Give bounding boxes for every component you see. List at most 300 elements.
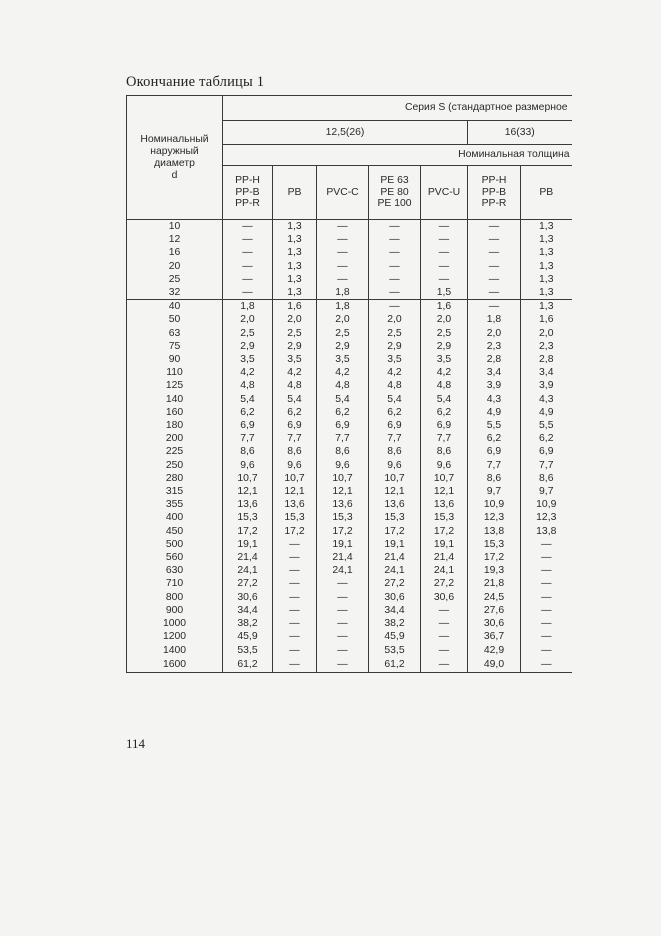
thickness-cell: 1,3 [521,233,572,246]
table-row [127,538,572,551]
thickness-cell: 2,0 [468,327,521,340]
thickness-cell: 2,8 [468,353,521,366]
thickness-cell: 15,3 [369,511,421,524]
thickness-cell: 10,9 [521,498,572,511]
thickness-cell: — [273,617,317,630]
diameter-cell: 630 [127,564,223,577]
material-label: PE 100 [377,198,412,210]
thickness-cell: 1,3 [521,220,572,234]
thickness-cell: — [369,300,421,314]
thickness-cell: — [369,273,421,286]
thickness-cell: 19,3 [468,564,521,577]
table-row [127,498,572,511]
diameter-cell: 710 [127,577,223,590]
diameter-cell: 180 [127,419,223,432]
thickness-cell: 2,0 [421,313,468,326]
thickness-cell: 12,1 [369,485,421,498]
thickness-cell: 9,7 [468,485,521,498]
thickness-cell: 9,7 [521,485,572,498]
diameter-cell: 800 [127,591,223,604]
thickness-cell: 15,3 [223,511,273,524]
thickness-cell: 5,4 [369,393,421,406]
thickness-cell: 3,5 [273,353,317,366]
thickness-cell: 10,9 [468,498,521,511]
thickness-cell: — [273,564,317,577]
row-header-line: наружный [150,145,199,157]
thickness-cell: — [421,644,468,657]
thickness-cell: 6,9 [421,419,468,432]
thickness-cell: — [273,657,317,673]
thickness-cell: 1,8 [317,300,369,314]
diameter-cell: 50 [127,313,223,326]
thickness-cell: 6,9 [369,419,421,432]
thickness-cell: 8,6 [369,445,421,458]
thickness-cell: 2,0 [223,313,273,326]
diameter-cell: 40 [127,300,223,314]
table-row [127,313,572,326]
thickness-cell: 6,9 [223,419,273,432]
table-row [127,327,572,340]
diameter-cell: 20 [127,260,223,273]
thickness-cell: 24,1 [317,564,369,577]
thickness-cell: 6,2 [317,406,369,419]
thickness-cell: — [421,233,468,246]
thickness-cell: 13,6 [421,498,468,511]
material-label: PP-B [481,186,507,198]
table-row [127,379,572,392]
thickness-cell: 2,0 [273,313,317,326]
thickness-cell: 2,9 [369,340,421,353]
thickness-cell: 8,6 [421,445,468,458]
thickness-cell: 8,6 [521,472,572,485]
thickness-cell: — [369,246,421,259]
thickness-cell: 5,4 [317,393,369,406]
thickness-cell: 7,7 [421,432,468,445]
thickness-cell: 61,2 [223,657,273,673]
thickness-cell: 4,9 [468,406,521,419]
thickness-cell: 4,8 [273,379,317,392]
thickness-cell: — [521,591,572,604]
thickness-cell: 3,9 [521,379,572,392]
table-row [127,644,572,657]
thickness-cell: 9,6 [421,459,468,472]
diameter-cell: 560 [127,551,223,564]
thickness-cell: 27,2 [421,577,468,590]
thickness-cell: 13,8 [468,525,521,538]
thickness-cell: 45,9 [223,630,273,643]
thickness-cell: 9,6 [273,459,317,472]
thickness-cell: 19,1 [317,538,369,551]
thickness-cell: 1,3 [521,286,572,300]
group-header-2: 16(33) [468,121,572,145]
row-header-line: диаметр [154,157,195,169]
thickness-cell: 34,4 [223,604,273,617]
diameter-cell: 450 [127,525,223,538]
thickness-cell: 1,6 [273,300,317,314]
thickness-cell: — [468,300,521,314]
thickness-cell: — [273,604,317,617]
thickness-cell: 27,6 [468,604,521,617]
thickness-cell: 12,1 [223,485,273,498]
diameter-cell: 32 [127,286,223,300]
thickness-cell: — [369,260,421,273]
thickness-cell: — [223,246,273,259]
thickness-cell: — [521,564,572,577]
thickness-cell: — [521,630,572,643]
column-header-pvc-c [317,166,369,220]
table-row [127,406,572,419]
table-row [127,353,572,366]
thickness-cell: 17,2 [317,525,369,538]
thickness-cell: 8,6 [223,445,273,458]
thickness-cell: 49,0 [468,657,521,673]
thickness-cell: 5,5 [521,419,572,432]
thickness-cell: 4,2 [317,366,369,379]
thickness-cell: — [421,246,468,259]
thickness-cell: 2,9 [273,340,317,353]
table-row [127,340,572,353]
thickness-cell: 3,9 [468,379,521,392]
thickness-cell: 3,4 [521,366,572,379]
thickness-cell: 4,8 [317,379,369,392]
thickness-cell: 9,6 [369,459,421,472]
series-header: Серия S (стандартное размерное [223,96,572,121]
thickness-cell: 9,6 [317,459,369,472]
thickness-cell: 45,9 [369,630,421,643]
nominal-thickness-header: Номинальная толщина [223,145,572,166]
thickness-cell: — [521,577,572,590]
thickness-cell: 6,9 [273,419,317,432]
thickness-cell: — [468,273,521,286]
thickness-cell: 1,3 [521,246,572,259]
thickness-cell: 2,3 [521,340,572,353]
thickness-cell: — [223,260,273,273]
thickness-cell: 3,5 [223,353,273,366]
thickness-cell: 17,2 [273,525,317,538]
thickness-cell: 10,7 [223,472,273,485]
thickness-cell: 21,4 [317,551,369,564]
thickness-cell: 12,1 [317,485,369,498]
thickness-cell: 7,7 [369,432,421,445]
page-number: 114 [126,736,146,751]
thickness-cell: — [468,246,521,259]
thickness-cell: — [317,260,369,273]
thickness-cell: 2,5 [421,327,468,340]
thickness-cell: 38,2 [223,617,273,630]
thickness-cell: 15,3 [273,511,317,524]
thickness-cell: 21,4 [421,551,468,564]
thickness-cell: 19,1 [421,538,468,551]
diameter-cell: 75 [127,340,223,353]
thickness-cell: 2,0 [317,313,369,326]
thickness-cell: 24,5 [468,591,521,604]
table-row [127,246,572,259]
thickness-cell: 53,5 [369,644,421,657]
nominal-diameter-header [127,96,223,220]
diameter-cell: 1000 [127,617,223,630]
diameter-cell: 12 [127,233,223,246]
material-label: PP-R [481,198,507,210]
table-row [127,511,572,524]
material-label: PP-R [235,198,260,210]
table-row [127,393,572,406]
thickness-cell: — [317,273,369,286]
thickness-cell: 3,5 [369,353,421,366]
diameter-cell: 1200 [127,630,223,643]
thickness-cell: 24,1 [421,564,468,577]
thickness-cell: 21,4 [223,551,273,564]
thickness-cell: — [521,644,572,657]
thickness-cell: 13,6 [317,498,369,511]
thickness-cell: 7,7 [273,432,317,445]
thickness-cell: — [369,233,421,246]
thickness-cell: 4,3 [468,393,521,406]
table-row [127,485,572,498]
table-row [127,300,572,314]
thickness-cell: 13,6 [223,498,273,511]
thickness-cell: — [421,617,468,630]
thickness-cell: 10,7 [369,472,421,485]
thickness-cell: 27,2 [369,577,421,590]
thickness-cell: 2,5 [273,327,317,340]
table-row [127,617,572,630]
thickness-cell: 1,8 [317,286,369,300]
thickness-cell: 5,4 [273,393,317,406]
thickness-cell: 5,4 [223,393,273,406]
material-label: PP-H [235,175,260,187]
thickness-cell: 7,7 [468,459,521,472]
thickness-cell: — [317,233,369,246]
thickness-cell: — [369,220,421,234]
thickness-cell: — [421,260,468,273]
thickness-cell: 2,0 [369,313,421,326]
thickness-cell: 27,2 [223,577,273,590]
thickness-cell: 6,2 [223,406,273,419]
thickness-cell: 21,4 [369,551,421,564]
table-row [127,459,572,472]
thickness-cell: 6,9 [317,419,369,432]
thickness-cell: 30,6 [421,591,468,604]
thickness-cell: 1,3 [273,273,317,286]
thickness-cell: 5,4 [421,393,468,406]
thickness-cell: 13,6 [369,498,421,511]
thickness-cell: — [223,233,273,246]
table-row [127,630,572,643]
table-row [127,366,572,379]
thickness-cell: 2,3 [468,340,521,353]
thickness-cell: — [317,617,369,630]
column-header-pb-2 [521,166,572,220]
thickness-cell: 34,4 [369,604,421,617]
thickness-cell: 1,3 [521,260,572,273]
thickness-cell: 8,6 [273,445,317,458]
table-body [127,220,572,673]
thickness-cell: 30,6 [223,591,273,604]
diameter-cell: 900 [127,604,223,617]
thickness-cell: 4,2 [421,366,468,379]
thickness-cell: 1,3 [521,273,572,286]
table-row [127,273,572,286]
thickness-cell: 4,3 [521,393,572,406]
thickness-cell: 19,1 [369,538,421,551]
thickness-cell: 15,3 [468,538,521,551]
thickness-cell: 12,3 [468,511,521,524]
thickness-cell: 2,0 [521,327,572,340]
diameter-cell: 10 [127,220,223,234]
thickness-cell: — [317,591,369,604]
thickness-cell: 8,6 [317,445,369,458]
diameter-cell: 125 [127,379,223,392]
thickness-cell: 7,7 [521,459,572,472]
thickness-cell: 1,5 [421,286,468,300]
thickness-cell: 21,8 [468,577,521,590]
thickness-cell: 9,6 [223,459,273,472]
thickness-cell: 30,6 [369,591,421,604]
thickness-cell: 42,9 [468,644,521,657]
diameter-cell: 315 [127,485,223,498]
table-row [127,260,572,273]
thickness-cell: 3,5 [421,353,468,366]
thickness-cell: — [468,286,521,300]
material-label: PE 80 [380,186,409,198]
thickness-cell: — [521,657,572,673]
thickness-cell: — [421,273,468,286]
thickness-cell: 12,3 [521,511,572,524]
table-row [127,577,572,590]
thickness-cell: 19,1 [223,538,273,551]
thickness-cell: — [421,220,468,234]
thickness-cell: 6,9 [521,445,572,458]
thickness-cell: 1,3 [273,233,317,246]
thickness-cell: 36,7 [468,630,521,643]
material-label: PB [539,186,554,198]
material-label: PP-H [481,175,507,187]
thickness-cell: 6,2 [468,432,521,445]
thickness-cell: — [273,644,317,657]
thickness-cell: 4,8 [421,379,468,392]
thickness-cell: 2,9 [421,340,468,353]
row-header-line: Номинальный [140,133,209,145]
thickness-cell: 10,7 [317,472,369,485]
thickness-cell: — [273,591,317,604]
table-caption: Окончание таблицы 1 [126,74,265,90]
material-label: PP-B [235,186,260,198]
thickness-cell: 4,2 [369,366,421,379]
thickness-cell: — [421,630,468,643]
thickness-cell: — [317,630,369,643]
thickness-cell: 15,3 [421,511,468,524]
thickness-cell: 30,6 [468,617,521,630]
diameter-cell: 225 [127,445,223,458]
thickness-cell: 7,7 [223,432,273,445]
table-row [127,525,572,538]
thickness-cell: 4,9 [521,406,572,419]
thickness-cell: 61,2 [369,657,421,673]
diameter-cell: 16 [127,246,223,259]
thickness-cell: 13,6 [273,498,317,511]
thickness-cell: 3,5 [317,353,369,366]
diameter-cell: 280 [127,472,223,485]
thickness-cell: 24,1 [223,564,273,577]
diameter-cell: 25 [127,273,223,286]
column-header-pe [369,166,421,220]
table-row [127,604,572,617]
thickness-cell: 13,8 [521,525,572,538]
table-row [127,445,572,458]
thickness-cell: — [521,604,572,617]
diameter-cell: 200 [127,432,223,445]
diameter-cell: 90 [127,353,223,366]
thickness-cell: 5,5 [468,419,521,432]
material-label: PVC-U [427,186,461,198]
thickness-cell: 2,9 [223,340,273,353]
thickness-cell: — [317,220,369,234]
thickness-cell: 1,3 [521,300,572,314]
thickness-cell: 8,6 [468,472,521,485]
thickness-cell: 38,2 [369,617,421,630]
table-row [127,432,572,445]
thickness-cell: 1,8 [223,300,273,314]
material-label: PB [287,186,302,198]
thickness-cell: 53,5 [223,644,273,657]
thickness-cell: 4,8 [223,379,273,392]
thickness-cell: — [468,233,521,246]
thickness-cell: — [317,644,369,657]
thickness-cell: 2,9 [317,340,369,353]
diameter-cell: 1600 [127,657,223,673]
thickness-cell: 4,2 [223,366,273,379]
thickness-cell: 17,2 [223,525,273,538]
thickness-cell: 1,3 [273,246,317,259]
thickness-cell: — [223,286,273,300]
thickness-cell: — [223,273,273,286]
thickness-cell: 1,8 [468,313,521,326]
pipe-wall-thickness-table [126,95,572,673]
thickness-cell: 1,3 [273,260,317,273]
diameter-cell: 355 [127,498,223,511]
thickness-cell: — [273,538,317,551]
thickness-cell: — [273,551,317,564]
thickness-cell: 6,2 [369,406,421,419]
thickness-cell: — [468,220,521,234]
column-header-pb-1 [273,166,317,220]
thickness-cell: 2,5 [369,327,421,340]
column-header-pvc-u [421,166,468,220]
thickness-cell: 1,6 [421,300,468,314]
table-row [127,657,572,673]
thickness-cell: 2,5 [317,327,369,340]
table-row [127,472,572,485]
thickness-cell: 17,2 [468,551,521,564]
thickness-cell: 6,2 [421,406,468,419]
diameter-cell: 400 [127,511,223,524]
thickness-cell: 3,4 [468,366,521,379]
thickness-cell: 6,9 [468,445,521,458]
thickness-cell: 17,2 [369,525,421,538]
column-header-pp-2 [468,166,521,220]
thickness-cell: — [273,630,317,643]
thickness-cell: 12,1 [421,485,468,498]
thickness-cell: 1,3 [273,286,317,300]
thickness-cell: 12,1 [273,485,317,498]
thickness-cell: 1,6 [521,313,572,326]
thickness-cell: 15,3 [317,511,369,524]
table-row [127,233,572,246]
thickness-cell: 1,3 [273,220,317,234]
thickness-cell: — [521,538,572,551]
thickness-cell: — [421,604,468,617]
table-row [127,551,572,564]
